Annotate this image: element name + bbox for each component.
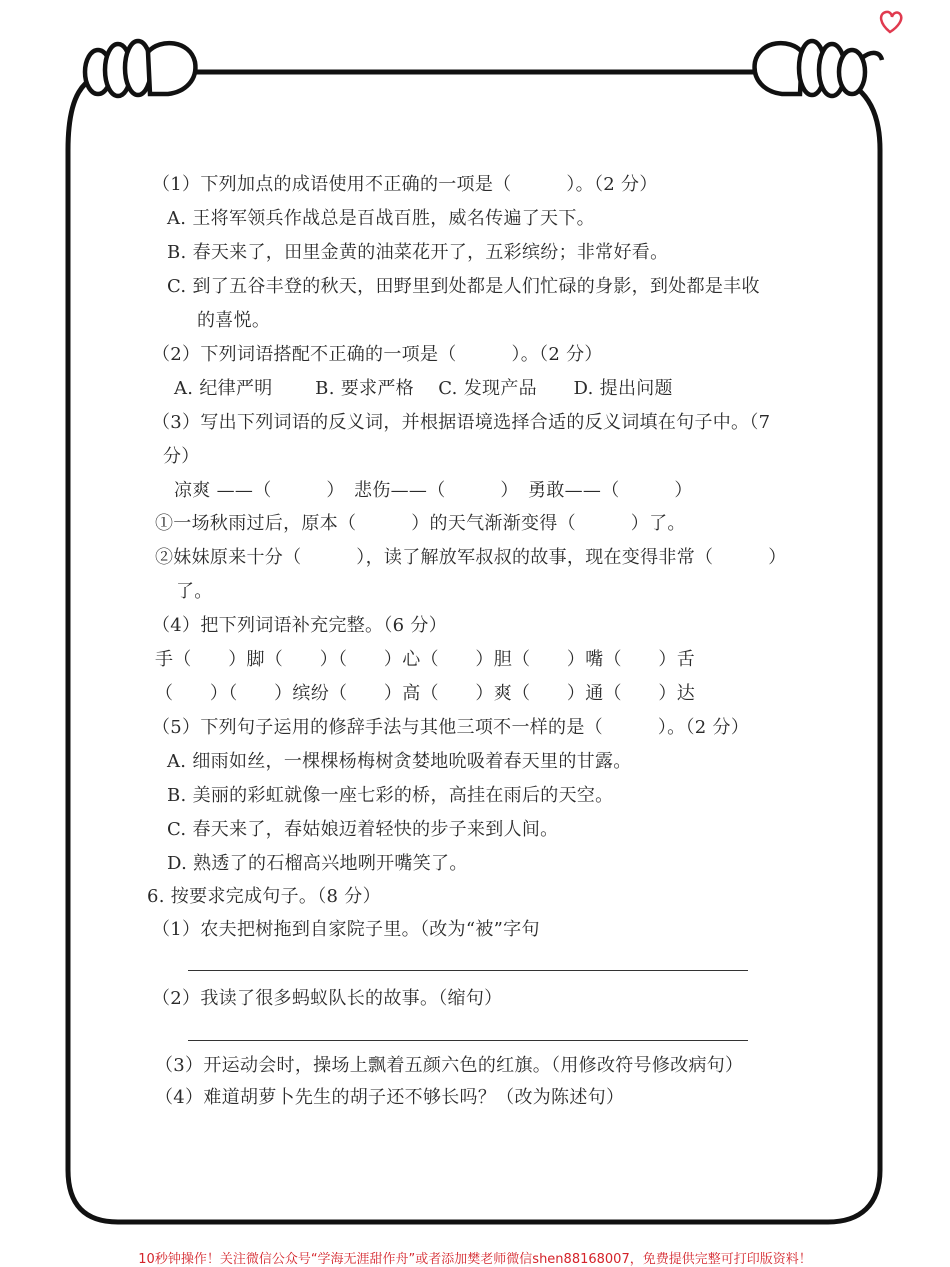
q3-sentence-2-cont: 了。 bbox=[176, 581, 213, 602]
answer-line-1[interactable] bbox=[188, 970, 748, 971]
q1-option-a: A. 王将军领兵作战总是百战百胜，威名传遍了天下。 bbox=[167, 208, 595, 229]
q3-sentence-1: ①一场秋雨过后，原本（ ）的天气渐渐变得（ ）了。 bbox=[155, 513, 686, 534]
q1-option-b: B. 春天来了，田里金黄的油菜花开了，五彩缤纷；非常好看。 bbox=[167, 242, 669, 263]
q5-option-a: A. 细雨如丝，一棵棵杨梅树贪婪地吮吸着春天里的甘露。 bbox=[167, 751, 632, 772]
q6-item-4: （4）难道胡萝卜先生的胡子还不够长吗？（改为陈述句） bbox=[155, 1087, 625, 1108]
q4-stem: （4）把下列词语补充完整。（6 分） bbox=[152, 615, 448, 636]
q5-option-b: B. 美丽的彩虹就像一座七彩的桥，高挂在雨后的天空。 bbox=[167, 785, 614, 806]
q3-stem-cont: 分） bbox=[163, 446, 200, 467]
q2-options: A. 纪律严明 B. 要求严格 C. 发现产品 D. 提出问题 bbox=[174, 378, 673, 399]
q3-stem: （3）写出下列词语的反义词，并根据语境选择合适的反义词填在句子中。（7 bbox=[152, 412, 771, 433]
heart-icon bbox=[881, 12, 901, 32]
q3-words: 凉爽 ——（ ） 悲伤——（ ） 勇敢——（ ） bbox=[174, 480, 693, 501]
q4-row-1: 手（ ）脚（ ）（ ）心（ ）胆（ ）嘴（ ）舌 bbox=[155, 649, 695, 670]
q6-title: 6. 按要求完成句子。（8 分） bbox=[147, 886, 381, 907]
footer-promo-text: 10秒钟操作！关注微信公众号“学海无涯甜作舟”或者添加樊老师微信shen88168007，免费提供完整可打印版资料！ bbox=[138, 1252, 812, 1267]
left-hand-icon bbox=[85, 41, 195, 96]
q5-stem: （5）下列句子运用的修辞手法与其他三项不一样的是（ ）。（2 分） bbox=[152, 717, 750, 738]
q3-sentence-2: ②妹妹原来十分（ ），读了解放军叔叔的故事，现在变得非常（ ） bbox=[155, 547, 787, 568]
right-hand-icon bbox=[755, 41, 882, 96]
q6-item-1: （1）农夫把树拖到自家院子里。（改为“被”字句 bbox=[152, 919, 540, 940]
q4-row-2: （ ）（ ）缤纷（ ）高（ ）爽（ ）通（ ）达 bbox=[155, 683, 695, 704]
q6-item-2: （2）我读了很多蚂蚁队长的故事。（缩句） bbox=[152, 988, 503, 1009]
q5-option-c: C. 春天来了，春姑娘迈着轻快的步子来到人间。 bbox=[167, 819, 559, 840]
q2-stem: （2）下列词语搭配不正确的一项是（ ）。（2 分） bbox=[152, 344, 603, 365]
q1-option-c-cont: 的喜悦。 bbox=[197, 310, 271, 331]
q5-option-d: D. 熟透了的石榴高兴地咧开嘴笑了。 bbox=[167, 853, 468, 874]
answer-line-2[interactable] bbox=[188, 1040, 748, 1041]
q1-option-c: C. 到了五谷丰登的秋天，田野里到处都是人们忙碌的身影，到处都是丰收 bbox=[167, 276, 760, 297]
q6-item-3: （3）开运动会时，操场上飘着五颜六色的红旗。（用修改符号修改病句） bbox=[155, 1055, 744, 1076]
q1-stem: （1）下列加点的成语使用不正确的一项是（ ）。（2 分） bbox=[152, 174, 658, 195]
